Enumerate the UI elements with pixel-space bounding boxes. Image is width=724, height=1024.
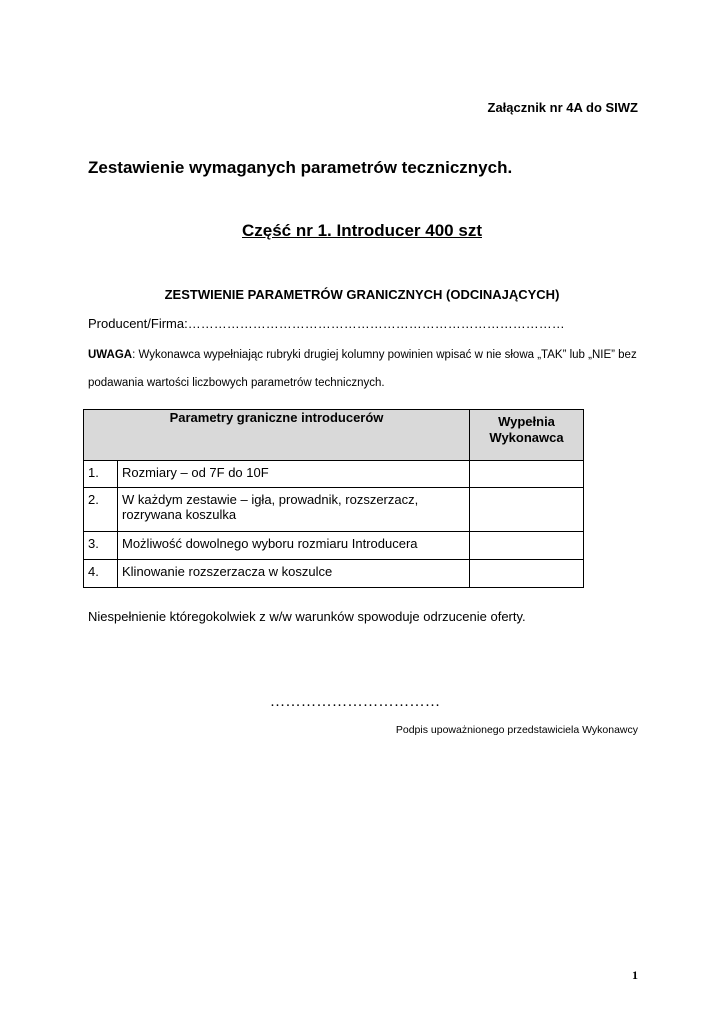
row-answer-cell[interactable] [470, 532, 584, 560]
producer-line: Producent/Firma:…………………………………………………………………………… [88, 316, 565, 331]
row-answer-cell[interactable] [470, 488, 584, 532]
row-parameter: Rozmiary – od 7F do 10F [118, 461, 470, 488]
note-text: : Wykonawca wypełniając rubryki drugiej kolumny powinien wpisać w nie słowa „TAK” lub „NIE” bez podawania wartości liczbowych parametrów technicznych. [88, 349, 637, 389]
section-title: ZESTWIENIE PARAMETRÓW GRANICZNYCH (ODCINAJĄCYCH) [164, 287, 560, 302]
header-contractor-fill [470, 410, 584, 461]
parameters-table [83, 409, 584, 588]
signature-line: …………………………… [270, 694, 441, 710]
row-number: 3. [84, 532, 118, 560]
table-header-row [84, 410, 584, 461]
row-answer-cell[interactable] [470, 461, 584, 488]
table-row [84, 461, 584, 488]
annex-label: Załącznik nr 4A do SIWZ [487, 100, 638, 115]
note-label: UWAGA [88, 349, 133, 361]
table-row [84, 488, 584, 532]
row-parameter: Klinowanie rozszerzacza w koszulce [118, 560, 470, 588]
header-fill-line2: Wykonawca [489, 430, 564, 445]
rejection-note: Niespełnienie któregokolwiek z w/w warunków spowoduje odrzucenie oferty. [88, 609, 526, 624]
header-parameters: Parametry graniczne introducerów [84, 410, 470, 461]
page-number: 1 [632, 968, 638, 982]
table-row [84, 532, 584, 560]
document-title: Zestawienie wymaganych parametrów tecznicznych. [88, 158, 513, 177]
row-number: 2. [84, 488, 118, 532]
header-fill-line1: Wypełnia [498, 414, 555, 429]
row-number: 1. [84, 461, 118, 488]
row-parameter: W każdym zestawie – igła, prowadnik, rozszerzacz, rozrywana koszulka [118, 488, 470, 532]
row-number: 4. [84, 560, 118, 588]
signature-label: Podpis upoważnionego przedstawiciela Wykonawcy [395, 724, 638, 736]
note-paragraph [88, 341, 644, 397]
row-parameter: Możliwość dowolnego wyboru rozmiaru Introducera [118, 532, 470, 560]
table-row [84, 560, 584, 588]
part-title: Część nr 1. Introducer 400 szt [242, 221, 482, 240]
row-answer-cell[interactable] [470, 560, 584, 588]
